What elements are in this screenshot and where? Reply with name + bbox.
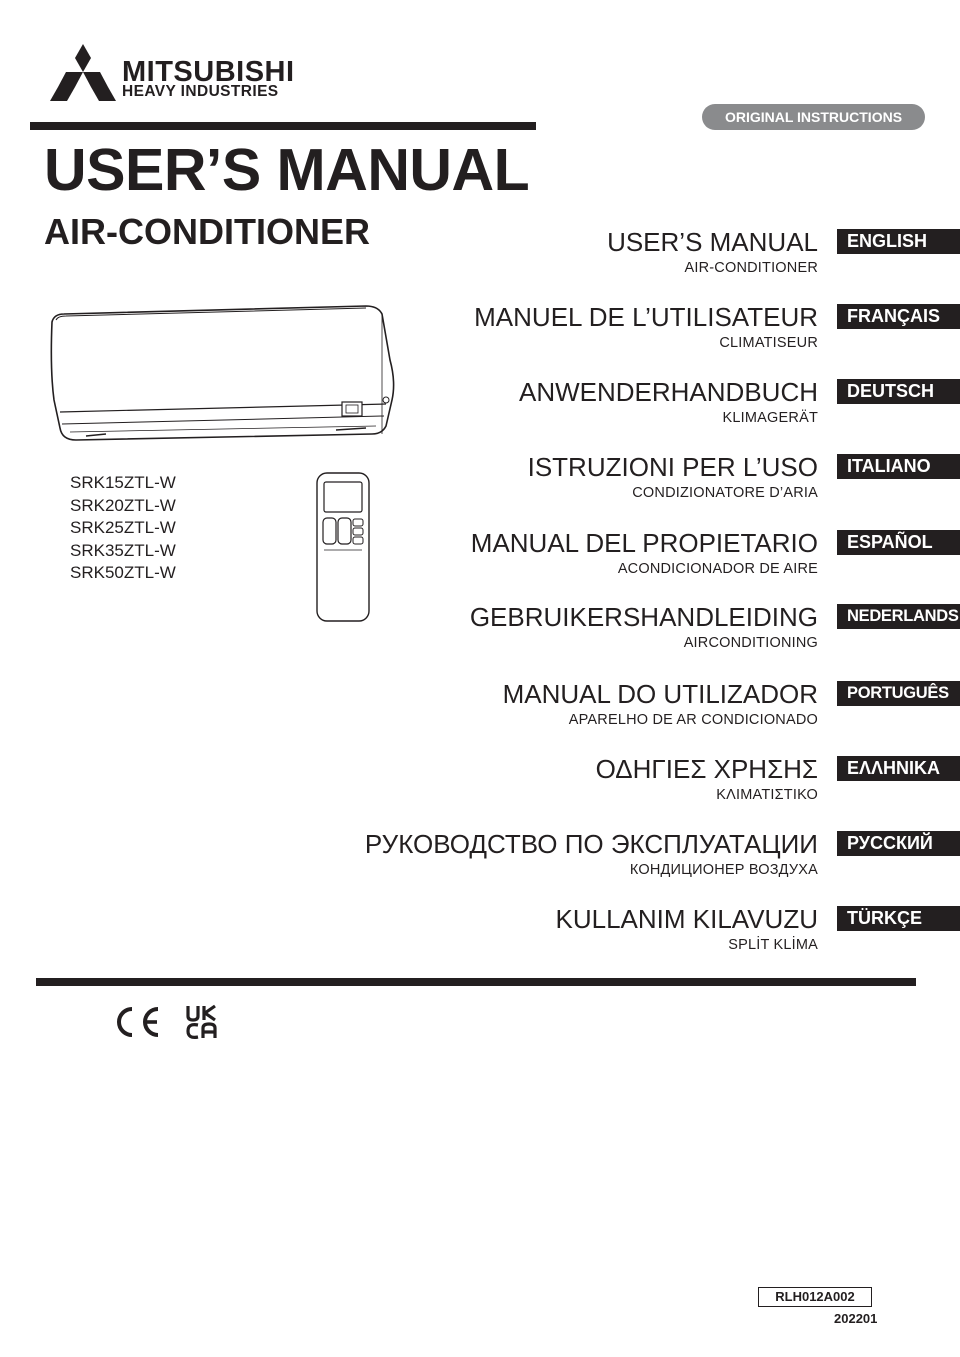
language-title: GEBRUIKERSHANDLEIDING [469,602,818,632]
language-row-dutch [0,603,960,673]
bottom-rule [36,978,916,986]
brand-division: HEAVY INDUSTRIES [122,83,279,100]
brand-name: MITSUBISHI [122,56,295,88]
language-subtitle: AIR-CONDITIONER [684,260,818,276]
language-title: MANUAL DO UTILIZADOR [502,679,818,709]
model-number: SRK50ZTL-W [70,563,176,582]
language-title: РУКОВОДСТВО ПО ЭКСПЛУАТАЦИИ [364,829,818,859]
language-title: ISTRUZIONI PER L’USO [527,452,818,482]
language-tag: РУССКИЙ [837,831,960,856]
document-date: 202201 [834,1311,878,1326]
model-number: SRK25ZTL-W [70,518,176,537]
language-tag: FRANÇAIS [837,304,960,329]
language-tag: NEDERLANDS [837,604,960,629]
language-row-portuguese [0,680,960,750]
top-rule [30,122,536,130]
language-tag: ITALIANO [837,454,960,479]
language-row-russian [0,830,960,900]
mitsubishi-three-diamonds-logo [48,44,118,102]
language-title: KULLANIM KILAVUZU [555,904,818,934]
language-title: USER’S MANUAL [607,227,818,257]
language-subtitle: APARELHO DE AR CONDICIONADO [568,712,818,728]
language-subtitle: CONDIZIONATORE D’ARIA [632,485,818,501]
language-title: ΟΔΗΓΙΕΣ ΧΡΗΣΗΣ [595,754,818,784]
language-subtitle: КОНДИЦИОНЕР ВОЗДУХА [629,862,818,878]
language-row-german [0,378,960,448]
language-subtitle: KLIMAGERÄT [722,410,818,426]
language-subtitle: SPLİT KLİMA [728,937,818,953]
language-tag: DEUTSCH [837,379,960,404]
language-tag: ENGLISH [837,229,960,254]
language-row-french [0,303,960,373]
language-row-turkish [0,905,960,975]
model-number: SRK15ZTL-W [70,473,176,492]
language-tag: ΕΛΛΗΝΙΚΑ [837,756,960,781]
language-row-english [0,228,960,298]
ukca-mark-icon [185,1004,219,1040]
language-row-greek [0,755,960,825]
language-subtitle: ACONDICIONADOR DE AIRE [617,561,818,577]
language-subtitle: CLIMATISEUR [719,335,818,351]
original-instructions-badge: ORIGINAL INSTRUCTIONS [702,104,925,130]
language-subtitle: ΚΛΙΜΑΤΙΣΤΙΚΟ [716,787,818,803]
model-number: SRK35ZTL-W [70,540,176,560]
language-tag: TÜRKÇE [837,906,960,931]
language-tag: ESPAÑOL [837,530,960,555]
page-subtitle: AIR-CONDITIONER [44,211,370,252]
ce-mark-icon [110,1006,162,1038]
language-subtitle: AIRCONDITIONING [683,635,818,651]
page-title: USER’S MANUAL [44,137,530,203]
language-title: MANUAL DEL PROPIETARIO [470,528,818,558]
language-title: ANWENDERHANDBUCH [518,377,818,407]
language-tag: PORTUGUÊS [837,681,960,706]
model-list [70,472,176,585]
model-number: SRK20ZTL-W [70,495,176,515]
language-title: MANUEL DE L’UTILISATEUR [474,302,818,332]
document-code: RLH012A002 [758,1287,872,1307]
